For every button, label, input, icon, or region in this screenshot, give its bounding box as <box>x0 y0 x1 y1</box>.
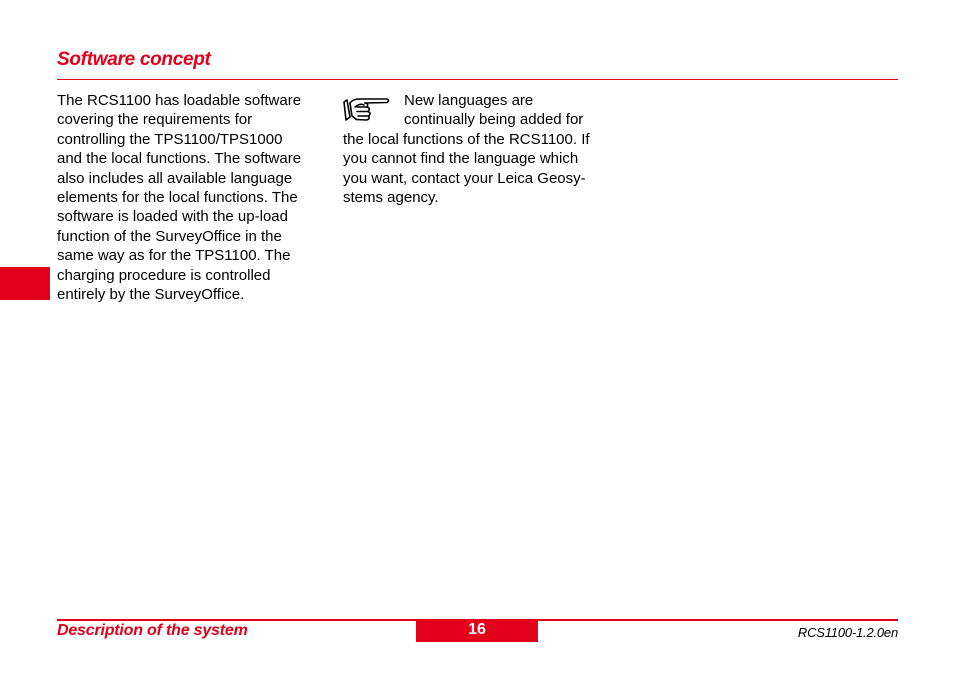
header-divider <box>57 79 898 80</box>
page-number: 16 <box>468 621 486 638</box>
body-text-left-column: The RCS1100 has loadable software covering the requirements for controlling the TPS1100/TPS1000 and the local functions. The software also includes all available language elements for the local functions. The software is loaded with the up-load function of the SurveyOffice in the same way as for the TPS1100. The charging procedure is controlled entirely by the SurveyOffice. <box>57 92 302 304</box>
chapter-tab-marker <box>0 267 50 300</box>
page-number-badge <box>416 620 538 642</box>
footer-section-name: Description of the system <box>57 622 248 639</box>
pointing-hand-icon <box>343 96 391 126</box>
document-code: RCS1100-1.2.0en <box>797 625 898 640</box>
section-title: Software concept <box>57 49 211 70</box>
note-text-first-lines: New languages are continually being added for <box>404 92 584 129</box>
note-text-continued: the local functions of the RCS1100. If you cannot find the language which you want, contact your Leica Geosy- stems agency. <box>343 130 590 207</box>
